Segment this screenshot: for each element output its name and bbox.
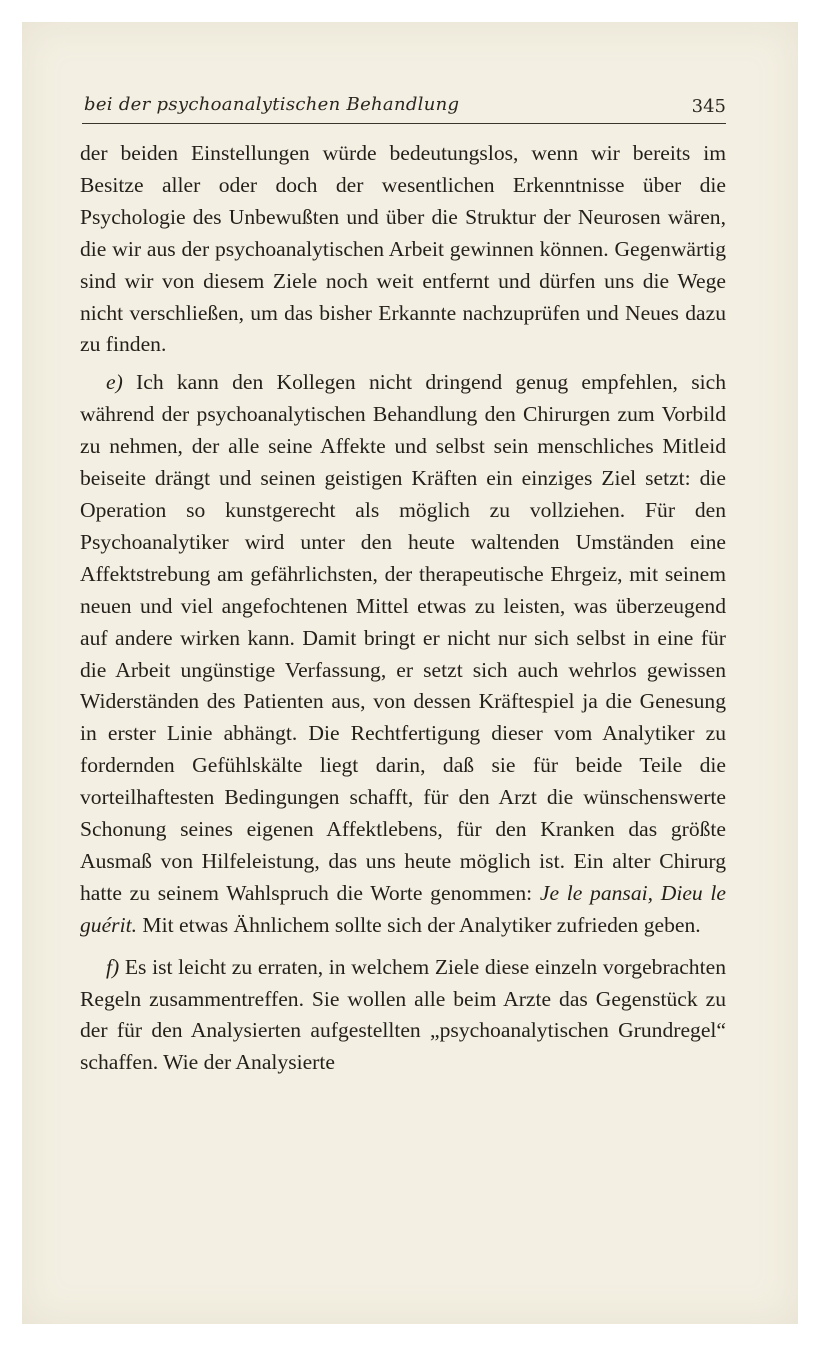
paragraph-marker: f): [106, 954, 120, 979]
page-number: 345: [691, 96, 726, 117]
paragraph-text: Es ist leicht zu erraten, in welchem Ziele diese einzeln vorgebrachten Regeln zusammentreffen. Sie wollen alle beim Arzte das Gegenstück zu der für den Analysierten aufgestellten „psychoanalytischen Grundregel“ schaffen. Wie der Analysierte: [80, 954, 726, 1075]
header-rule: [82, 123, 726, 124]
body-text: [80, 138, 726, 1079]
paragraph-continuation: der beiden Einstellungen würde bedeutungslos, wenn wir bereits im Besitze aller oder doch der wesentlichen Erkenntnisse über die Psychologie des Unbewußten und über die Struktur der Neurosen wären, die wir aus der psychoanalytischen Arbeit gewinnen können. Gegenwärtig sind wir von diesem Ziele noch weit entfernt und dürfen uns die Wege nicht verschließen, um das bisher Erkannte nachzuprüfen und Neues dazu zu finden.: [80, 141, 726, 357]
french-quote: Je le pansai, Dieu le guérit.: [80, 880, 726, 937]
paragraph-text-end: Mit etwas Ähnlichem sollte sich der Analytiker zufrieden geben.: [142, 912, 701, 937]
paragraph-text: Ich kann den Kollegen nicht dringend genug empfehlen, sich während der psychoanalytischen Behandlung den Chirurgen zum Vorbild zu nehmen, der alle seine Affekte und selbst sein menschliches Mitleid beiseite drängt und seinen geistigen Kräften ein einziges Ziel setzt: die Operation so kunstgerecht als möglich zu vollziehen. Für den Psychoanalytiker wird unter den heute waltenden Umständen eine Affektstrebung am gefährlichsten, der therapeutische Ehrgeiz, mit seinem neuen und viel angefochtenen Mittel etwas zu leisten, was überzeugend auf andere wirken kann. Damit bringt er nicht nur sich selbst in eine für die Arbeit ungünstige Verfassung, er setzt sich auch wehrlos gewissen Widerständen des Patienten aus, von dessen Kräftespiel ja die Genesung in erster Linie abhängt. Die Rechtfertigung dieser vom Analytiker zu fordernden Gefühlskälte liegt darin, daß sie für beide Teile die vorteilhaftesten Bedingungen schafft, für den Arzt die wünschenswerte Schonung seines eigenen Affektlebens, für den Kranken das größte Ausmaß von Hilfeleistung, das uns heute möglich ist. Ein alter Chirurg hatte zu seinem Wahlspruch die Worte genommen:: [80, 370, 726, 905]
paragraph-marker: e): [106, 370, 123, 395]
running-head: bei der psychoanalytischen Behandlung: [84, 94, 460, 115]
page-header: [84, 94, 726, 120]
paragraph-e: [80, 367, 726, 941]
paragraph-f: [80, 952, 726, 1080]
